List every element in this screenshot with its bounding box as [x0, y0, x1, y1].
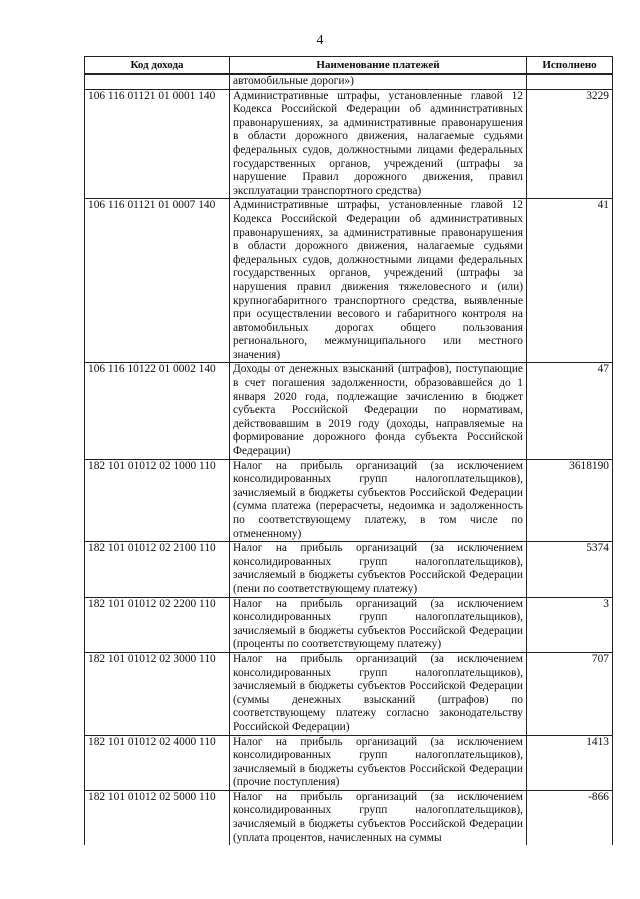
- table-row: [85, 652, 613, 735]
- cell-code: 182 101 01012 02 5000 110: [85, 790, 230, 845]
- cell-name: Налог на прибыль организаций (за исключением консолидированных групп налогоплательщиков), зачисляемый в бюджеты субъектов Российской Федерации (уплата процентов, начисленных на суммы: [230, 790, 527, 845]
- table-row-continuation: [85, 74, 613, 89]
- table-row: [85, 597, 613, 652]
- table-row: [85, 735, 613, 790]
- header-name: Наименование платежей: [230, 57, 527, 75]
- cell-name: Налог на прибыль организаций (за исключением консолидированных групп налогоплательщиков), зачисляемый в бюджеты субъектов Российской Федерации (проценты по соответствующему платежу): [230, 597, 527, 652]
- cell-amount: 707: [527, 652, 613, 735]
- table-row: [85, 790, 613, 845]
- cell-code: 182 101 01012 02 2100 110: [85, 542, 230, 597]
- cell-name: Административные штрафы, установленные главой 12 Кодекса Российской Федерации об административных правонарушениях, за административные правонарушения в области дорожного движения, налагаемые судьями федеральных судов, должностными лицами федеральных государственных органов, учреждений (штрафы за нарушение Правил дорожного движения, правил эксплуатации транспортного средства): [230, 89, 527, 199]
- cell-name: Доходы от денежных взысканий (штрафов), поступающие в счет погашения задолженности, образовавшейся до 1 января 2020 года, подлежащие зачислению в бюджет субъекта Российской Федерации по нормативам, действовавшим в 2019 году (доходы, направляемые на формирование дорожного фонда субъекта Российской Федерации): [230, 363, 527, 459]
- header-done: Исполнено: [527, 57, 613, 75]
- table-header-row: [85, 57, 613, 75]
- table-row: [85, 459, 613, 542]
- cell-code: 182 101 01012 02 1000 110: [85, 459, 230, 542]
- cell-amount: 3618190: [527, 459, 613, 542]
- page-number: 4: [316, 33, 324, 48]
- cell-amount: 41: [527, 199, 613, 363]
- cell-code: 106 116 10122 01 0002 140: [85, 363, 230, 459]
- cell-amount: 3229: [527, 89, 613, 199]
- cell-name: Налог на прибыль организаций (за исключением консолидированных групп налогоплательщиков), зачисляемый в бюджеты субъектов Российской Федерации (суммы денежных взысканий (штрафов) по соответствующему платежу согласно законодательству Российской Федерации): [230, 652, 527, 735]
- cell-name: Налог на прибыль организаций (за исключением консолидированных групп налогоплательщиков), зачисляемый в бюджеты субъектов Российской Федерации (прочие поступления): [230, 735, 527, 790]
- cell-amount: 47: [527, 363, 613, 459]
- cell-amount: [527, 74, 613, 89]
- table-row: [85, 542, 613, 597]
- cell-amount: 3: [527, 597, 613, 652]
- cell-name: Административные штрафы, установленные главой 12 Кодекса Российской Федерации об административных правонарушениях, за административные правонарушения в области дорожного движения, налагаемые судьями федеральных судов, должностными лицами федеральных государственных органов, учреждений (штрафы за нарушения правил движения тяжеловесного и (или) крупногабаритного транспортного средства, выявленные при осуществлении весового и габаритного контроля на автомобильных дорогах общего пользования регионального, межмуниципального или местного значения): [230, 199, 527, 363]
- table-row: [85, 199, 613, 363]
- cell-code: 182 101 01012 02 3000 110: [85, 652, 230, 735]
- cell-code: 182 101 01012 02 2200 110: [85, 597, 230, 652]
- cell-name: Налог на прибыль организаций (за исключением консолидированных групп налогоплательщиков), зачисляемый в бюджеты субъектов Российской Федерации (сумма платежа (перерасчеты, недоимка и задолженность по соответствующему платежу, в том числе по отмененному): [230, 459, 527, 542]
- cell-code: [85, 74, 230, 89]
- cell-amount: 5374: [527, 542, 613, 597]
- table-row: [85, 363, 613, 459]
- header-code: Код дохода: [85, 57, 230, 75]
- cell-code: 106 116 01121 01 0001 140: [85, 89, 230, 199]
- cell-code: 182 101 01012 02 4000 110: [85, 735, 230, 790]
- revenue-table: [84, 56, 613, 845]
- table-row: [85, 89, 613, 199]
- cell-name: Налог на прибыль организаций (за исключением консолидированных групп налогоплательщиков), зачисляемый в бюджеты субъектов Российской Федерации (пени по соответствующему платежу): [230, 542, 527, 597]
- cell-code: 106 116 01121 01 0007 140: [85, 199, 230, 363]
- cell-name: автомобильные дороги»): [230, 74, 527, 89]
- cell-amount: 1413: [527, 735, 613, 790]
- cell-amount: -866: [527, 790, 613, 845]
